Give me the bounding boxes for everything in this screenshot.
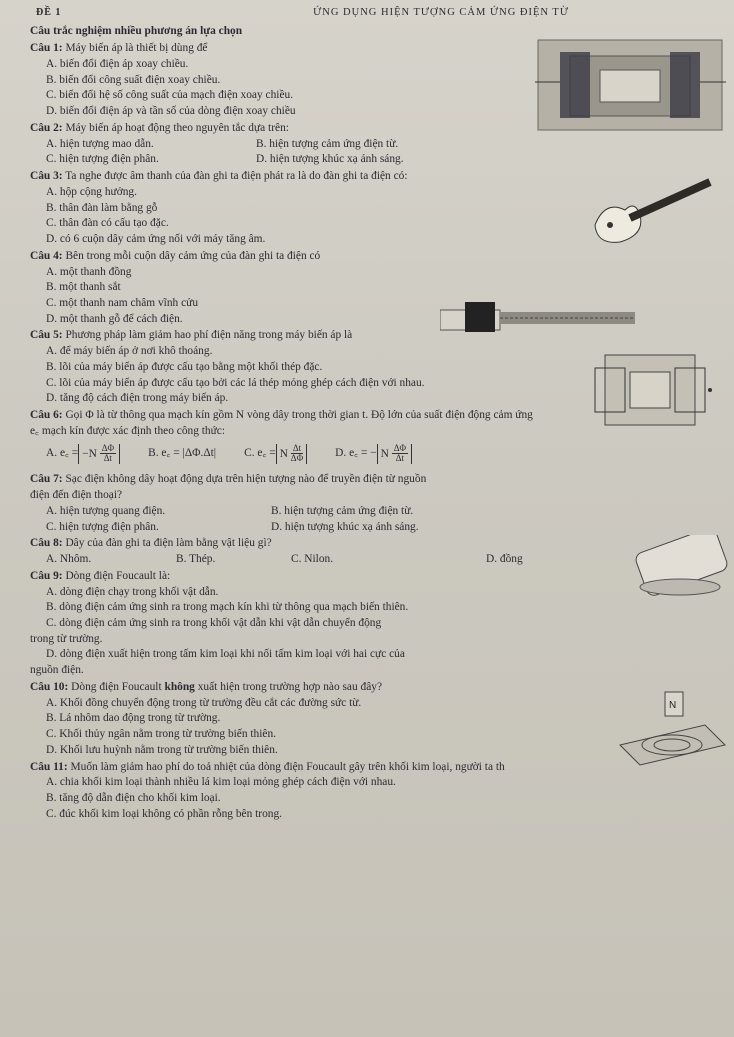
q4-option-b: B. một thanh sắt (46, 281, 121, 294)
q4-option-a: A. một thanh đồng (46, 265, 132, 278)
transformer-image (530, 22, 730, 134)
q8-option-d: D. đồng (486, 553, 523, 566)
q5-option-b: B. lõi của máy biến áp được cấu tạo bằng một khối thép đặc. (46, 360, 323, 373)
q3-option-c: C. thân đàn có cấu tạo đặc. (46, 217, 169, 230)
fraction: $\frac{\Delta t}{\Delta\Phi}$ (290, 442, 304, 464)
q7-option-d: D. hiện tượng khúc xạ ánh sáng. (271, 520, 419, 533)
electric-guitar-image (585, 170, 715, 250)
q11-option-c: C. đúc khối kim loại không có phần rỗng bên trong. (46, 807, 283, 820)
question-2: Câu 2: Máy biến áp hoạt động theo nguyên tắc dựa trên: (30, 121, 289, 134)
q1-option-b: B. biến đổi công suất điện xoay chiều. (46, 73, 221, 86)
q8-option-a: A. Nhôm. (46, 553, 92, 566)
q1-option-d: D. biến đổi điện áp và tần số của dòng điện xoay chiều (46, 105, 296, 118)
question-6: Câu 6: Gọi Φ là từ thông qua mạch kín gồm N vòng dây trong thời gian t. Độ lớn của suất điện động cảm ứng (30, 409, 533, 422)
q7-option-a: A. hiện tượng quang điện. (46, 504, 166, 517)
abs-bars: −N $\frac{\Delta\Phi}{\Delta t}$ (78, 444, 120, 465)
q9-option-d-cont: nguồn điện. (30, 664, 84, 677)
q2-option-a: A. hiện tượng mao dẫn. (46, 137, 154, 150)
q8-options (30, 552, 724, 568)
q6-option-d: D. e꜀ = − N $\frac{\Delta\Phi}{\Delta t}$ (335, 444, 412, 465)
q10-option-a: A. Khối đồng chuyển động trong từ trường đều cắt các đường sức từ. (46, 696, 362, 709)
q3-option-a: A. hộp cộng hưởng. (46, 185, 137, 198)
q11-option-a: A. chia khối kim loại thành nhiều lá kim loại mỏng ghép cách điện với nhau. (46, 776, 396, 789)
q11-option-b: B. tăng độ dẫn điện cho khối kim loại. (46, 792, 221, 805)
question-7: Câu 7: Sạc điện không dây hoạt động dựa trên hiện tượng nào để truyền điện từ nguồn (30, 473, 427, 486)
question-7-line-2: điện đến điện thoại? (30, 489, 123, 502)
q1-option-c: C. biến đổi hệ số công suất của mạch điện xoay chiều. (46, 89, 294, 102)
guitar-pickup-image (440, 300, 640, 335)
header (30, 6, 724, 20)
q2-option-d: D. hiện tượng khúc xạ ánh sáng. (256, 153, 404, 166)
q9-option-d: D. dòng điện xuất hiện trong tấm kim loại khi nối tấm kim loại với hai cực của (46, 648, 405, 661)
q3-option-d: D. có 6 cuộn dây cảm ứng nối với máy tăng âm. (46, 233, 266, 246)
question-6-line-2: e꜀ mạch kín được xác định theo công thức: (30, 424, 226, 437)
q5-option-c: C. lõi của máy biến áp được cấu tạo bởi các lá thép mỏng ghép cách điện với nhau. (46, 376, 425, 389)
q3-option-b: B. thân đàn làm bằng gỗ (46, 201, 158, 214)
q8-option-b: B. Thép. (176, 553, 216, 566)
q2-option-c: C. hiện tượng điện phân. (46, 153, 159, 166)
q5-option-a: A. để máy biến áp ở nơi khô thoáng. (46, 345, 213, 358)
q10-option-b: B. Lá nhôm dao động trong từ trường. (46, 712, 221, 725)
question-10: Câu 10: Dòng điện Foucault không xuất hiện trong trường hợp nào sau đây? (30, 680, 383, 693)
q2-options-row-2 (30, 152, 724, 168)
q4-option-c: C. một thanh nam châm vĩnh cửu (46, 296, 199, 309)
q1-option-a: A. biến đổi điện áp xoay chiều. (46, 57, 189, 70)
q9-option-b: B. dòng điện cảm ứng sinh ra trong mạch kín khi từ thông qua mạch biến thiên. (46, 601, 409, 614)
q6-option-b: B. e꜀ = |ΔΦ.Δt| (148, 447, 217, 460)
topic-title: ỨNG DỤNG HIỆN TƯỢNG CẢM ỨNG ĐIỆN TỪ (313, 7, 569, 18)
abs-bars: N $\frac{\Delta\Phi}{\Delta t}$ (377, 444, 412, 465)
question-9: Câu 9: Dòng điện Foucault là: (30, 569, 171, 582)
svg-text:N: N (669, 700, 677, 711)
exam-code: ĐỀ 1 (36, 7, 62, 18)
transformer-core-image (590, 350, 720, 430)
q2-option-b: B. hiện tượng cảm ứng điện từ. (256, 137, 399, 150)
question-11: Câu 11: Muốn làm giảm hao phí do toả nhiệt của dòng điện Foucault gây trên khối kim loại, người ta th (30, 760, 505, 773)
q6-option-a: A. e꜀ = −N $\frac{\Delta\Phi}{\Delta t}$ (46, 444, 120, 465)
question-8: Câu 8: Dây của đàn ghi ta điện làm bằng vật liệu gì? (30, 537, 272, 550)
section-title: Câu trắc nghiệm nhiều phương án lựa chọn (30, 25, 243, 38)
question-3: Câu 3: Ta nghe được âm thanh của đàn ghi ta điện phát ra là do đàn ghi ta điện có: (30, 170, 408, 183)
question-1: Câu 1: Máy biến áp là thiết bị dùng để (30, 42, 208, 55)
q7-option-c: C. hiện tượng điện phân. (46, 520, 159, 533)
foucault-current-image (610, 690, 730, 770)
q7-options-row-1 (30, 504, 724, 520)
q7-option-b: B. hiện tượng cảm ứng điện từ. (271, 504, 414, 517)
question-5: Câu 5: Phương pháp làm giảm hao phí điện năng trong máy biến áp là (30, 329, 353, 342)
q10-option-d: D. Khối lưu huỳnh nằm trong từ trường biến thiên. (46, 743, 278, 756)
q5-option-d: D. tăng độ cách điện trong máy biến áp. (46, 392, 229, 405)
question-4: Câu 4: Bên trong mỗi cuộn dây cảm ứng của đàn ghi ta điện có (30, 249, 321, 262)
fraction: $\frac{\Delta\Phi}{\Delta t}$ (101, 442, 115, 464)
q8-option-c: C. Nilon. (291, 553, 334, 566)
q9-option-a: A. dòng điện chạy trong khối vật dẫn. (46, 585, 219, 598)
q7-options-row-2 (30, 520, 724, 536)
wireless-charger-image (625, 535, 730, 600)
q9-option-c: C. dòng điện cảm ứng sinh ra trong khối vật dẫn khi vật dẫn chuyển động (46, 616, 382, 629)
q6-options (30, 444, 724, 465)
fraction: $\frac{\Delta\Phi}{\Delta t}$ (393, 442, 407, 464)
q6-option-c: C. e꜀ = N $\frac{\Delta t}{\Delta\Phi}$ (244, 444, 307, 465)
abs-bars: N $\frac{\Delta t}{\Delta\Phi}$ (276, 444, 307, 465)
q2-options-row-1 (30, 137, 724, 153)
q9-option-c-cont: trong từ trường. (30, 632, 103, 645)
q4-option-d: D. một thanh gỗ để cách điện. (46, 312, 183, 325)
q10-option-c: C. Khối thủy ngân nằm trong từ trường biến thiên. (46, 728, 277, 741)
